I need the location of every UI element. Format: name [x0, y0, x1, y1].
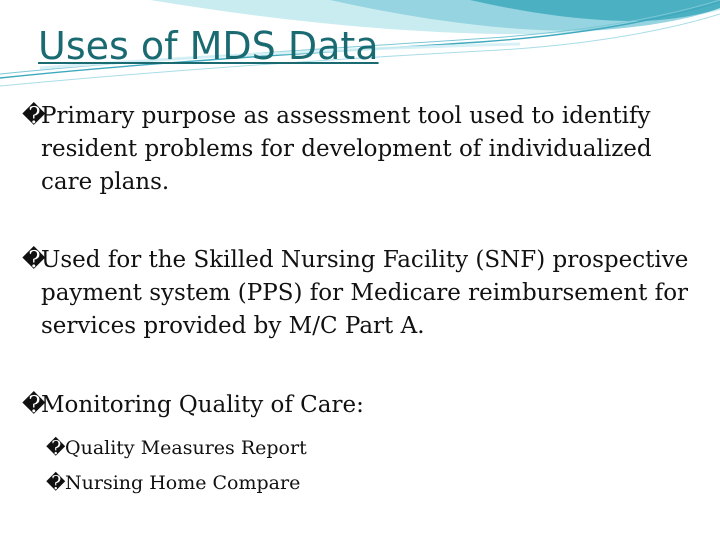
bullet-item — [22, 389, 702, 422]
sub-bullet-text: Nursing Home Compare — [65, 472, 301, 494]
slide-title: Uses of MDS Data — [38, 24, 379, 68]
bullet-item — [22, 100, 702, 199]
bullet-glyph-icon: � — [22, 103, 46, 129]
bullet-glyph-icon: � — [22, 392, 46, 418]
bullet-text: Used for the Skilled Nursing Facility (SNF) prospective payment system (PPS) for Medicare reimbursement for services provided by M/C Part A. — [41, 247, 689, 339]
sub-bullet-item — [22, 431, 702, 466]
sub-bullet-item — [22, 466, 702, 501]
bullet-text: Primary purpose as assessment tool used to identify resident problems for development of individualized care plans. — [41, 103, 652, 195]
bullet-text: Monitoring Quality of Care: — [41, 392, 364, 418]
sub-bullet-text: Quality Measures Report — [65, 437, 307, 459]
slide-body — [22, 100, 702, 501]
sub-bullet-list — [22, 431, 702, 501]
bullet-glyph-icon: � — [46, 472, 66, 494]
bullet-glyph-icon: � — [46, 437, 66, 459]
bullet-glyph-icon: � — [22, 247, 46, 273]
bullet-item — [22, 244, 702, 343]
